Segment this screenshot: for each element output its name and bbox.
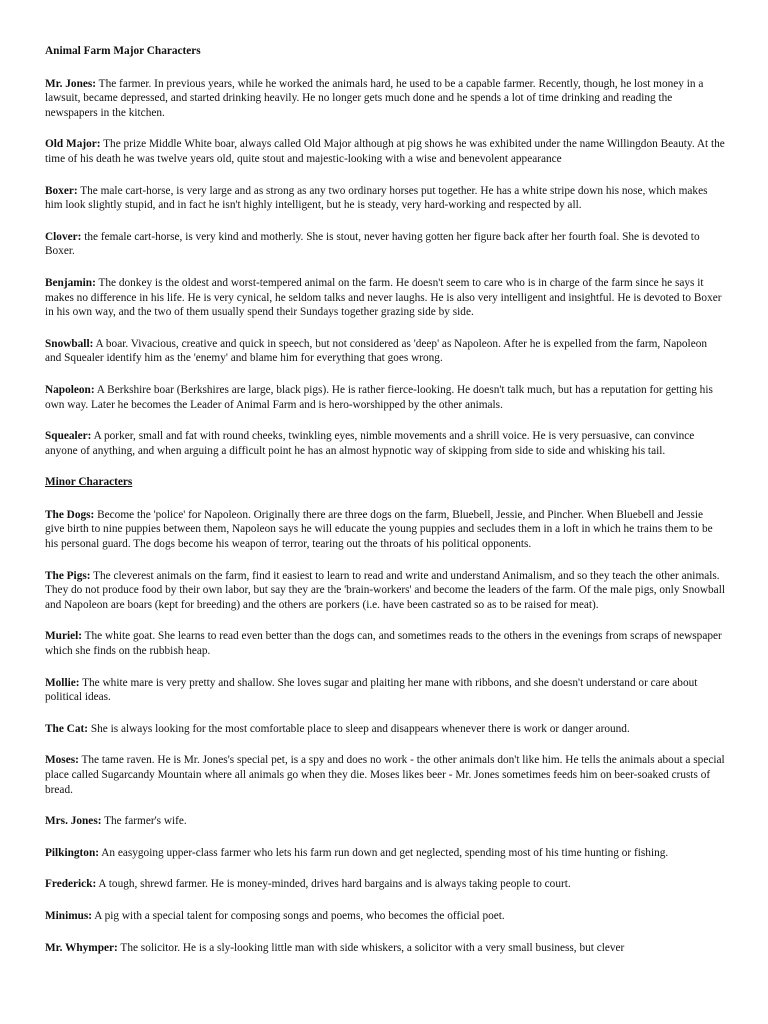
character-entry xyxy=(45,676,725,705)
character-description: The white mare is very pretty and shallow. She loves sugar and plaiting her mane with ribbons, and she doesn't understand or care about political ideas. xyxy=(45,676,698,704)
minor-characters-list xyxy=(45,508,725,955)
character-entry xyxy=(45,337,725,366)
character-description: A porker, small and fat with round cheeks, twinkling eyes, nimble movements and a shrill voice. He is very persuasive, can convince anyone of anything, and when arguing a difficult point he has an almost hypnotic way of skipping from side to side and whisking his tail. xyxy=(45,430,695,457)
character-description: The cleverest animals on the farm, find it easiest to learn to read and write and understand Animalism, and so they teach the other animals. They do not produce food by their own labor, but say they are the 'brain-workers' and become the leaders of the farm. Of the male pigs, only Snowball and Napoleon are boars (kept for breeding) and the others are porkers (i.e. have been castrated so as to be raised for meat). xyxy=(45,569,725,611)
character-name: Mrs. Jones: xyxy=(45,815,102,828)
character-entry xyxy=(45,722,725,737)
character-name: Moses: xyxy=(45,754,79,767)
character-description: The farmer's wife. xyxy=(101,815,187,828)
character-entry xyxy=(45,276,725,320)
character-entry xyxy=(45,877,725,892)
character-entry xyxy=(45,184,725,213)
character-entry xyxy=(45,846,725,861)
character-name: Clover: xyxy=(45,230,82,243)
character-description: She is always looking for the most comfortable place to sleep and disappears whenever there is work or danger around. xyxy=(88,722,630,735)
character-description: the female cart-horse, is very kind and motherly. She is stout, never having gotten her figure back after her fourth foal. She is devoted to Boxer. xyxy=(45,230,700,258)
character-description: The farmer. In previous years, while he worked the animals hard, he used to be a capable farmer. Recently, though, he lost money in a lawsuit, became depressed, and started drinking heavily. He no longer gets much done and he spends a lot of time drinking and reading the newspapers in the kitchen. xyxy=(45,77,704,119)
character-description: Become the 'police' for Napoleon. Originally there are three dogs on the farm, Bluebell, Jessie, and Pincher. When Bluebell and Jessie give birth to nine puppies between them, Napoleon says he will educate the young puppies and secludes them in a loft in which he trains them to be his personal guard. The dogs become his weapon of terror, tearing out the throats of his political opponents. xyxy=(45,508,713,551)
character-description: The tame raven. He is Mr. Jones's special pet, is a spy and does no work - the other animals don't like him. He tells the animals about a special place called Sugarcandy Mountain where all animals go when they die. Moses likes beer - Mr. Jones sometimes feeds him on beer-soaked crusts of bread. xyxy=(45,754,725,796)
character-description: A tough, shrewd farmer. He is money-minded, drives hard bargains and is always taking people to court. xyxy=(96,878,571,891)
character-name: Old Major: xyxy=(45,138,101,151)
character-entry xyxy=(45,429,725,458)
character-description: The male cart-horse, is very large and as strong as any two ordinary horses put together. He has a white stripe down his nose, which makes him look slightly stupid, and in fact he isn't highly intelligent, but he is steady, very hard-working and respected by all. xyxy=(45,184,708,212)
character-description: An easygoing upper-class farmer who lets his farm run down and get neglected, spending most of his time hunting or fishing. xyxy=(99,846,669,859)
character-name: Muriel: xyxy=(45,630,83,643)
character-description: A Berkshire boar (Berkshires are large, black pigs). He is rather fierce-looking. He doesn't talk much, but has a reputation for getting his own way. Later he becomes the Leader of Animal Farm and is hero-worshipped by the other animals. xyxy=(45,383,713,411)
character-entry xyxy=(45,753,725,797)
character-entry xyxy=(45,909,725,924)
character-name: The Dogs: xyxy=(45,508,95,521)
character-entry xyxy=(45,383,725,412)
character-entry xyxy=(45,941,725,956)
character-name: Mr. Whymper: xyxy=(45,941,118,954)
character-name: Mr. Jones: xyxy=(45,77,97,90)
document-page xyxy=(45,44,725,972)
character-name: Minimus: xyxy=(45,909,93,922)
character-entry xyxy=(45,137,725,166)
character-name: The Cat: xyxy=(45,722,88,735)
character-entry xyxy=(45,814,725,829)
character-name: Mollie: xyxy=(45,676,80,689)
character-description: The solicitor. He is a sly-looking little man with side whiskers, a solicitor with a very small business, but clever xyxy=(117,941,625,954)
character-description: The donkey is the oldest and worst-tempered animal on the farm. He doesn't seem to care who is in charge of the farm since he says it makes no difference in his life. He is very cynical, he seldom talks and never laughs. He is also very intelligent and insightful. He is devoted to Boxer in his own way, and the two of them usually spend their Sundays together grazing side by side. xyxy=(45,276,722,319)
character-name: The Pigs: xyxy=(45,569,91,582)
character-name: Benjamin: xyxy=(45,276,96,289)
character-name: Squealer: xyxy=(45,430,92,443)
character-description: The white goat. She learns to read even better than the dogs can, and sometimes reads to the others in the evenings from scraps of newspaper which she finds on the rubbish heap. xyxy=(45,630,722,658)
character-description: A boar. Vivacious, creative and quick in speech, but not considered as 'deep' as Napoleon. After he is expelled from the farm, Napoleon and Squealer identify him as the 'enemy' and blame him for everything that goes wrong. xyxy=(45,337,707,365)
minor-characters-heading: Minor Characters xyxy=(45,476,133,489)
character-name: Frederick: xyxy=(45,878,97,891)
character-name: Napoleon: xyxy=(45,383,95,396)
character-description: A pig with a special talent for composing songs and poems, who becomes the official poet. xyxy=(92,909,505,922)
character-name: Pilkington: xyxy=(45,846,99,859)
major-characters-list xyxy=(45,77,725,459)
character-entry xyxy=(45,508,725,552)
character-entry xyxy=(45,569,725,613)
character-name: Snowball: xyxy=(45,337,94,350)
character-entry xyxy=(45,230,725,259)
character-entry xyxy=(45,629,725,658)
character-name: Boxer: xyxy=(45,184,78,197)
character-entry xyxy=(45,77,725,121)
character-description: The prize Middle White boar, always called Old Major although at pig shows he was exhibited under the name Willingdon Beauty. At the time of his death he was twelve years old, quite stout and majestic-looking with a wise and benevolent appearance xyxy=(45,138,725,165)
document-title: Animal Farm Major Characters xyxy=(45,45,201,57)
